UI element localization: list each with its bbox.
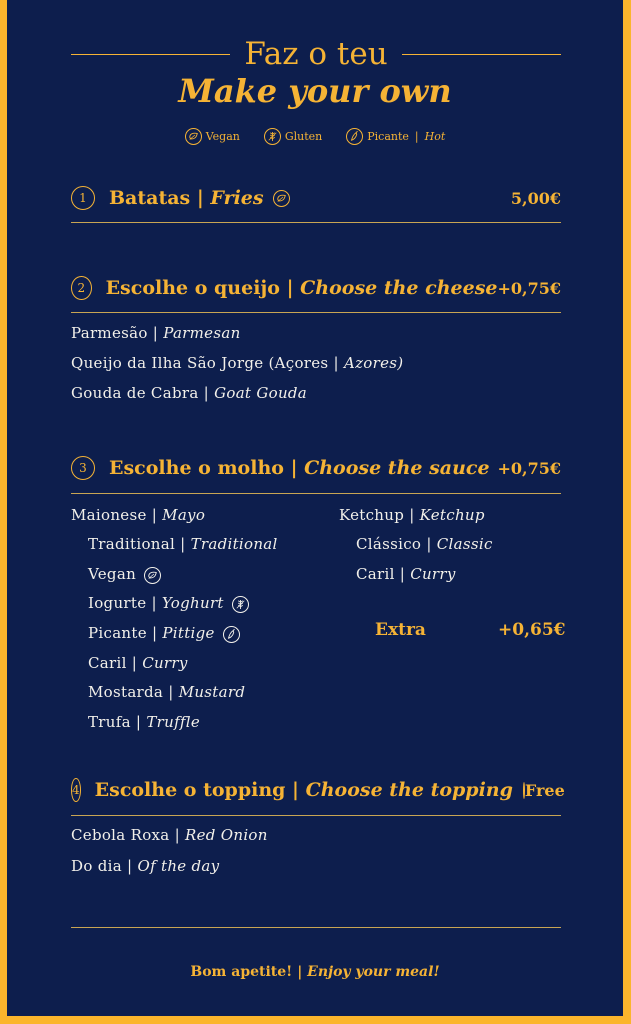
footer-separator: | bbox=[297, 964, 303, 980]
section-price: +0,75€ bbox=[497, 278, 561, 298]
section-price: 5,00€ bbox=[510, 188, 561, 208]
list-item: Ketchup | Ketchup bbox=[339, 506, 485, 524]
footer bbox=[7, 964, 623, 980]
list-item: Caril | Curry bbox=[88, 654, 188, 672]
section-title-pt: Escolhe o molho bbox=[109, 457, 284, 479]
section-title-en: Fries bbox=[210, 187, 264, 209]
section-separator: | bbox=[290, 457, 298, 479]
divider bbox=[71, 493, 561, 494]
list-item: Mostarda | Mustard bbox=[88, 683, 246, 701]
section-number: 1 bbox=[71, 186, 95, 210]
legend-vegan bbox=[185, 128, 240, 145]
section-price: Free bbox=[524, 780, 565, 800]
list-item: Trufa | Truffle bbox=[88, 713, 201, 731]
section-number: 3 bbox=[71, 456, 95, 480]
list-item: Caril | Curry bbox=[356, 565, 456, 583]
section-title bbox=[95, 779, 513, 801]
section-title bbox=[106, 277, 498, 299]
legend-hot bbox=[346, 128, 445, 145]
section-separator: | bbox=[196, 187, 204, 209]
footer-pt: Bom apetite! bbox=[190, 964, 293, 980]
wheat-icon bbox=[264, 128, 281, 145]
extra-price: +0,65€ bbox=[498, 620, 566, 640]
leaf-icon bbox=[523, 782, 525, 799]
list-item: Queijo da Ilha São Jorge (Açores | Azores) bbox=[71, 354, 404, 372]
section-title-pt: Escolhe o queijo bbox=[105, 277, 280, 299]
legend-gluten-label: Gluten bbox=[284, 130, 323, 143]
divider bbox=[71, 815, 561, 816]
chili-icon bbox=[223, 626, 240, 643]
divider bbox=[71, 312, 561, 313]
legend-hot-en: Hot bbox=[424, 130, 446, 143]
section-title bbox=[109, 187, 264, 209]
legend-hot-label: Picante bbox=[367, 130, 409, 143]
section-title-en: Choose the topping bbox=[305, 779, 513, 801]
wheat-icon bbox=[232, 596, 249, 613]
page-title: Faz o teu bbox=[244, 36, 388, 72]
section-sauce bbox=[71, 456, 561, 480]
footer-en: Enjoy your meal! bbox=[307, 964, 440, 980]
list-item: Traditional | Traditional bbox=[88, 535, 278, 553]
list-item: Picante | Pittige bbox=[88, 624, 240, 643]
section-title-pt: Batatas bbox=[109, 187, 191, 209]
title-rule-right bbox=[402, 54, 561, 55]
section-title-pt: Escolhe o topping bbox=[94, 779, 286, 801]
list-item: Iogurte | Yoghurt bbox=[88, 594, 249, 613]
list-item: Vegan bbox=[88, 565, 161, 584]
title-rule-left bbox=[71, 54, 230, 55]
section-separator: | bbox=[292, 779, 299, 801]
list-item: Clássico | Classic bbox=[356, 535, 493, 553]
list-item: Cebola Roxa | Red Onion bbox=[71, 826, 268, 844]
legend-separator: | bbox=[414, 130, 419, 143]
section-separator: | bbox=[286, 277, 294, 299]
section-title-en: Choose the cheese bbox=[300, 277, 498, 299]
legend bbox=[7, 128, 623, 145]
list-item: Gouda de Cabra | Goat Gouda bbox=[71, 384, 308, 402]
leaf-icon bbox=[144, 567, 161, 584]
menu-card bbox=[7, 0, 623, 1016]
leaf-icon bbox=[185, 128, 202, 145]
section-topping bbox=[71, 778, 565, 802]
page-subtitle: Make your own bbox=[178, 72, 452, 110]
list-item: Parmesão | Parmesan bbox=[71, 324, 241, 342]
section-number: 2 bbox=[71, 276, 92, 300]
title-row bbox=[71, 34, 561, 74]
section-title-en: Choose the sauce bbox=[304, 457, 490, 479]
legend-gluten bbox=[264, 128, 322, 145]
chili-icon bbox=[346, 128, 363, 145]
divider bbox=[71, 927, 561, 928]
list-item: Maionese | Mayo bbox=[71, 506, 206, 524]
section-title bbox=[109, 457, 490, 479]
list-item: Do dia | Of the day bbox=[71, 857, 220, 875]
section-cheese bbox=[71, 276, 561, 300]
leaf-icon bbox=[273, 190, 290, 207]
legend-vegan-label: Vegan bbox=[205, 130, 240, 143]
extra-label: Extra bbox=[375, 620, 426, 640]
section-fries bbox=[71, 186, 561, 210]
section-price: +0,75€ bbox=[497, 458, 561, 478]
divider bbox=[71, 222, 561, 223]
section-number: 4 bbox=[71, 778, 81, 802]
